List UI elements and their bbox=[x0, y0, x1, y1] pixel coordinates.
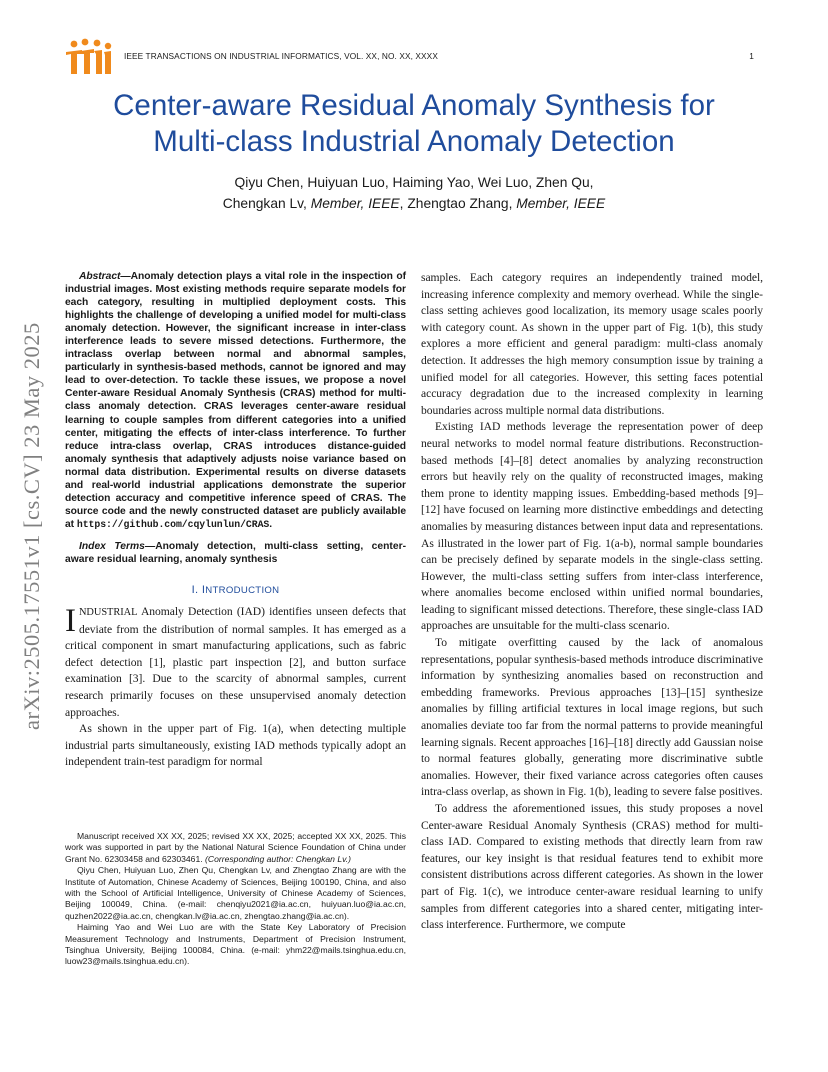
abstract bbox=[65, 270, 406, 531]
footnote-affiliation-2: Haiming Yao and Wei Luo are with the State Key Laboratory of Precision Measurement Technology and Instruments, Department of Precision Instrument, Tsinghua University, Beijing 100084, China. (e-mail: yhm22@mails.tsinghua.edu.cn, luow23@mails.tsinghua.edu.cn). bbox=[65, 922, 406, 967]
authors-line-1: Qiyu Chen, Huiyuan Luo, Haiming Yao, Wei Luo, Zhen Qu, bbox=[234, 175, 594, 190]
tii-logo-icon bbox=[64, 38, 116, 76]
code-link[interactable]: https://github.com/cqylunlun/CRAS bbox=[76, 518, 270, 530]
title-line-2: Multi-class Industrial Anomaly Detection bbox=[153, 125, 675, 158]
section-number: I. bbox=[191, 584, 202, 597]
journal-info: IEEE TRANSACTIONS ON INDUSTRIAL INFORMATICS, VOL. XX, NO. XX, XXXX bbox=[124, 51, 438, 61]
page-number: 1 bbox=[749, 51, 754, 61]
member-tag: Member, IEEE bbox=[516, 196, 606, 211]
arxiv-stamp: arXiv:2505.17551v1 [cs.CV] 23 May 2025 bbox=[19, 322, 44, 730]
section-title-rest: NTRODUCTION bbox=[205, 585, 280, 597]
right-paragraph-4: To address the aforementioned issues, this study proposes a novel Center-aware Residual Anomaly Synthesis (CRAS) method for multi-class IAD. Compared to existing methods that directly learn from raw features, our key insight is that residual features tend to exhibit more consistent distributions across different categories. As shown in the lower part of Fig. 1(c), we introduce center-aware residual learning to unify samples from different categories into a shared center, mitigating inter-class interference. Furthermore, we compute bbox=[421, 802, 763, 932]
paper-title bbox=[40, 88, 788, 160]
left-column bbox=[65, 270, 406, 771]
abstract-lead: Abstract bbox=[79, 271, 121, 282]
abstract-end: . bbox=[269, 518, 273, 530]
abstract-text: Anomaly detection plays a vital role in the inspection of industrial images. Most existing methods require separate models for each category, resulting in multiplied deployment costs. This highlights the challenge of developing a unified model for multi-class anomaly detection. However, the significant increase in inter-class interference leads to severe missed detections. Furthermore, the intraclass overlap between normal and abnormal samples, particularly in synthesis-based methods, cannot be ignored and may lead to over-detection. To tackle these issues, we propose a novel Center-aware Residual Anomaly Synthesis (CRAS) method for multi-class anomaly detection. CRAS leverages center-aware residual learning to couple samples from different categories into a unified center, mitigating the effects of inter-class interference. To further reduce intra-class overlap, CRAS introduces distance-guided anomaly synthesis that adaptively adjusts noise variance based on normal data distribution. Experimental results on diverse datasets and real-world industrial applications demonstrate the superior detection accuracy and competitive inference speed of CRAS. The source code and the newly constructed dataset are publicly available at bbox=[65, 271, 406, 530]
footnotes bbox=[65, 831, 406, 968]
section-title-first: I bbox=[201, 584, 206, 597]
index-terms-dash: — bbox=[144, 540, 156, 552]
intro-paragraph-1 bbox=[65, 604, 406, 721]
right-paragraph-1: samples. Each category requires an independently trained model, increasing inference complexity and memory overhead. While the single-class setting achieves good localization, its memory usage scales poorly with category count. As shown in the upper part of Fig. 1(b), this study explores a more efficient and general paradigm: multi-class anomaly detection. It addresses the high memory consumption issue by training a unified model for all categories. However, this setting faces potential accuracy degradation due to the increased complexity in learning boundaries across multiple normal data distributions. bbox=[421, 271, 763, 417]
section-heading-introduction bbox=[65, 584, 406, 596]
running-head bbox=[124, 51, 754, 61]
author-name: Chengkan Lv, bbox=[222, 196, 311, 211]
intro-caps: NDUSTRIAL bbox=[78, 607, 138, 619]
right-paragraph-3: To mitigate overfitting caused by the lack of anomalous representations, popular synthesis-based methods introduce discriminative information by synthesizing anomalies based on reconstruction and embedding frameworks. Previous approaches [13]–[15] synthesize anomalies by filling artificial textures in local image regions, but such anomalies deviate too far from the normal patterns to provide meaningful learning signals. Recent approaches [16]–[18] directly add Gaussian noise to normal features globally, generating more discriminative subtle anomalies. However, their fixed variance across categories often causes intra-class overlap, as shown in Fig. 1(b), leading to severe false positives. bbox=[421, 636, 763, 799]
abstract-dash: — bbox=[120, 271, 131, 282]
author-name: , Zhengtao Zhang, bbox=[399, 196, 517, 211]
introduction-text bbox=[65, 604, 406, 771]
footnote-affiliation-1: Qiyu Chen, Huiyuan Luo, Zhen Qu, Chengkan Lv, and Zhengtao Zhang are with the Institute of Automation, Chinese Academy of Sciences, Beijing 100190, China, and also with the School of Artificial Intelligence, University of Chinese Academy of Sciences, Beijing 100049, China. (e-mail: chenqiyu2021@ia.ac.cn, huiyuan.luo@ia.ac.cn, quzhen2022@ia.ac.cn, chengkan.lv@ia.ac.cn, zhengtao.zhang@ia.ac.cn). bbox=[65, 865, 406, 921]
index-terms-lead: Index Terms bbox=[79, 540, 145, 552]
right-paragraph-2: Existing IAD methods leverage the representation power of deep neural networks to model normal feature distributions. Reconstruction-based methods [4]–[8] detect anomalies by analyzing reconstruction errors but heavily rely on the quality of reconstructed images, making them prone to identity mapping issues. Embedding-based methods [9]–[12] have focused on learning more distinctive embeddings and detecting anomalies by measuring distances between input data and representations. As illustrated in the lower part of Fig. 1(a-b), normal sample boundaries can be precisely defined by separate models in the single-class setting. However, the multi-class setting suffers from inter-class interference, where anomalies become enclosed within unified normal boundaries, leading to significant missed detections. Therefore, these single-class IAD approaches are unsuitable for the multi-class scenario. bbox=[421, 420, 763, 633]
authors-line-2 bbox=[40, 193, 788, 214]
title-line-1: Center-aware Residual Anomaly Synthesis for bbox=[113, 89, 715, 122]
corresponding-author: (Corresponding author: Chengkan Lv.) bbox=[205, 853, 352, 864]
author-list bbox=[40, 172, 788, 214]
right-column bbox=[421, 270, 763, 934]
index-terms bbox=[65, 540, 406, 566]
footnote-funding-text: Manuscript received XX XX, 2025; revised XX XX, 2025; accepted XX XX, 2025. This work was supported in part by the National Natural Science Foundation of China under Grant No. 62303458 and 62303461. bbox=[65, 831, 406, 864]
member-tag: Member, IEEE bbox=[310, 196, 400, 211]
intro-p1-text: Anomaly Detection (IAD) identifies unseen defects that deviate from the distribution of normal samples. It has emerged as a critical component in smart manufacturing applications, such as fabric defect detection [1], plastic part inspection [2], and button surface examination [3]. Due to the scarcity of abnormal samples, current research primarily focuses on these unsupervised anomaly detection approaches. bbox=[65, 605, 406, 719]
intro-paragraph-2: As shown in the upper part of Fig. 1(a), when detecting multiple industrial parts simultaneously, existing IAD methods typically adopt an independent train-test paradigm for normal bbox=[65, 722, 406, 769]
index-terms-text: Anomaly detection, multi-class setting, center-aware residual learning, anomaly synthesis bbox=[65, 540, 406, 565]
footnote-funding bbox=[65, 831, 406, 865]
drop-cap: I bbox=[65, 603, 76, 640]
